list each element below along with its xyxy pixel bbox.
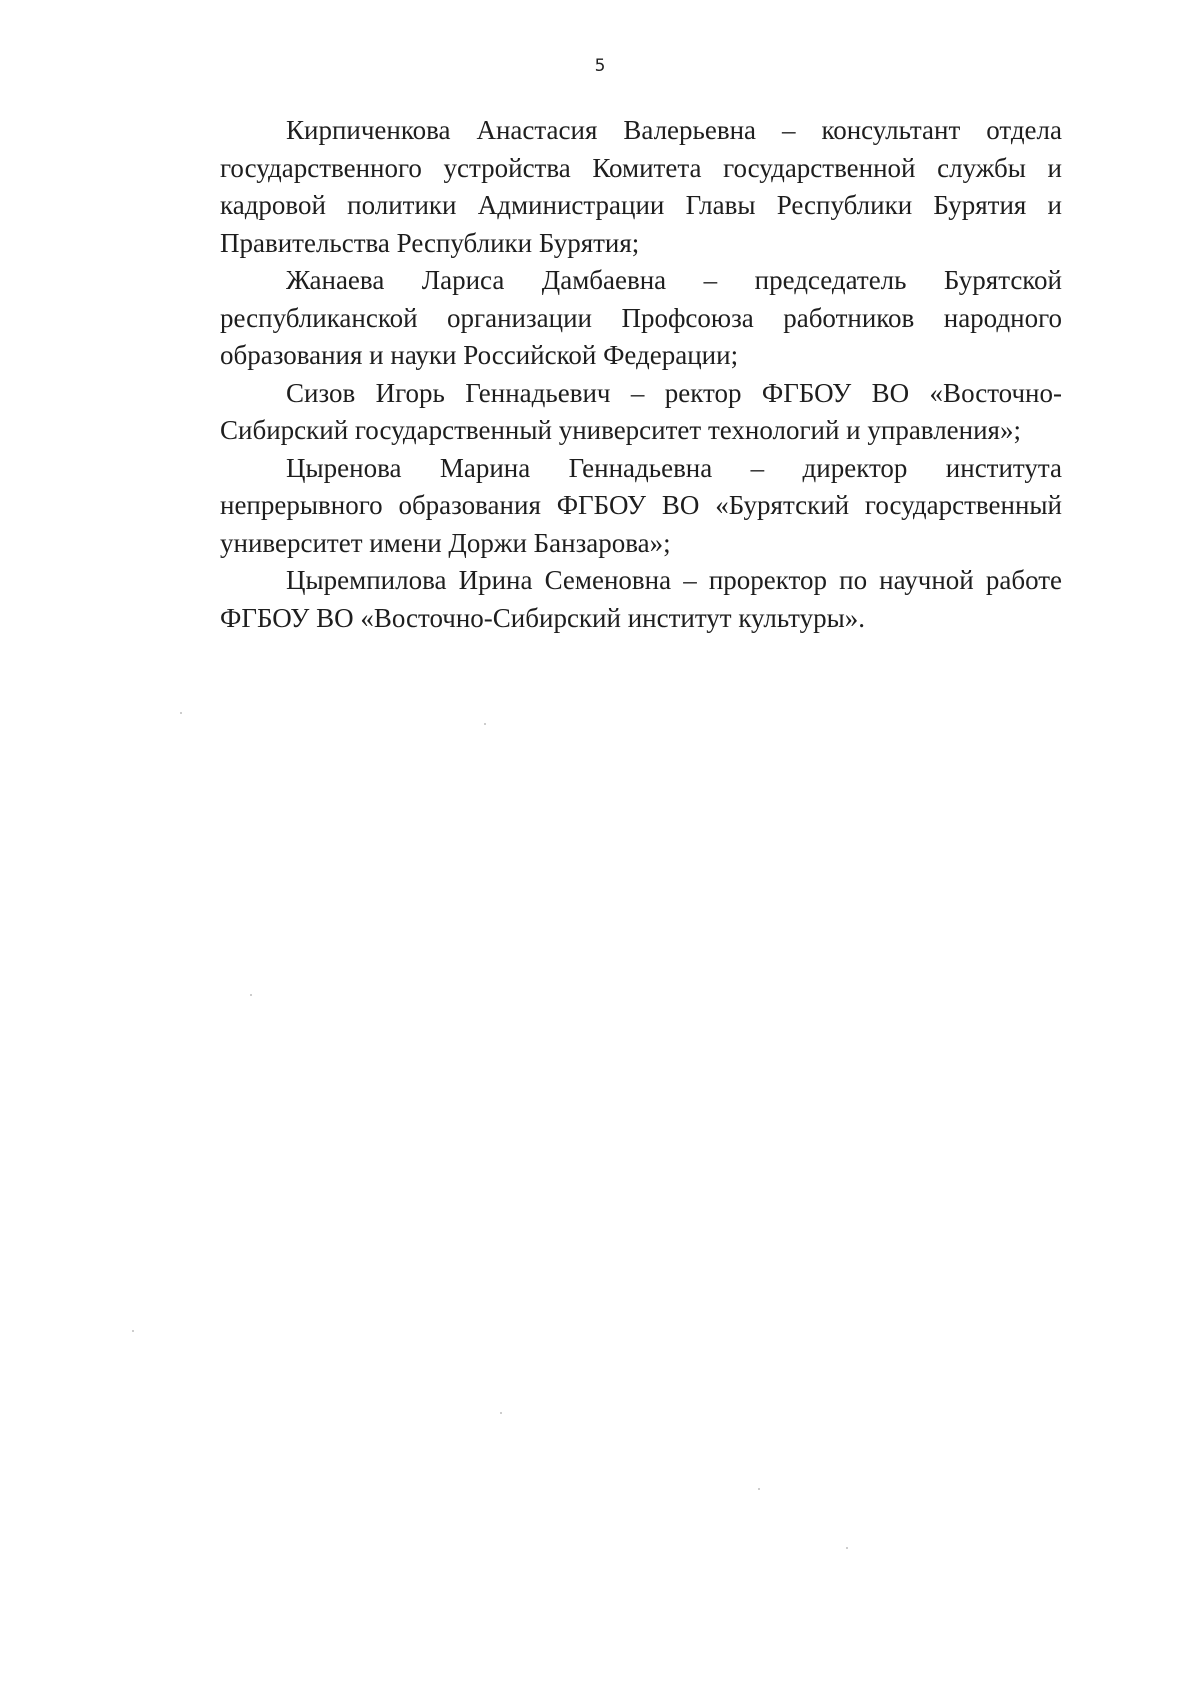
scan-speck — [758, 1488, 760, 1490]
scan-speck — [484, 723, 486, 725]
member-entry-kirpichenkova: Кирпиченкова Анастасия Валерьевна – консультант отдела государственного устройства Комитета государственной службы и кадровой политики Администрации Главы Республики Бурятия и Правительства Республики Бурятия; — [220, 115, 1062, 258]
member-entry-sizov: Сизов Игорь Геннадьевич – ректор ФГБОУ ВО «Восточно-Сибирский государственный университет технологий и управления»; — [220, 377, 1062, 445]
member-entry-zhanaeva: Жанаева Лариса Дамбаевна – председатель Бурятской республиканской организации Профсоюза работников народного образования и науки Российской Федерации; — [220, 265, 1062, 370]
member-list — [220, 112, 1062, 637]
page-number: 5 — [594, 56, 606, 76]
member-entry-tsyrempilova: Цыремпилова Ирина Семеновна – проректор по научной работе ФГБОУ ВО «Восточно-Сибирский институт культуры». — [220, 565, 1062, 633]
scan-speck — [846, 1547, 848, 1549]
scan-speck — [132, 1330, 134, 1332]
scan-speck — [250, 994, 252, 996]
scan-speck — [500, 1412, 502, 1414]
member-entry-tsyrenova: Цыренова Марина Геннадьевна – директор института непрерывного образования ФГБОУ ВО «Бурятский государственный университет имени Доржи Банзарова»; — [220, 452, 1062, 558]
scan-speck — [180, 712, 182, 714]
